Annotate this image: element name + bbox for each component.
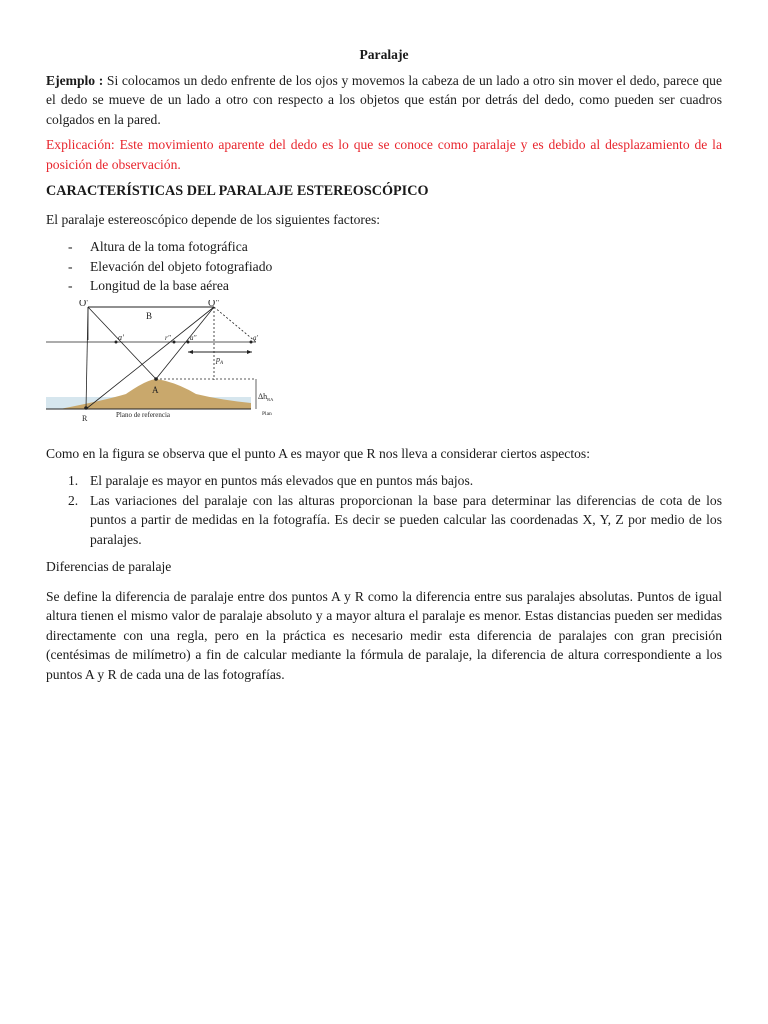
list-item: 2. Las variaciones del paralaje con las alturas proporcionan la base para determinar las diferencias de cota de los puntos a partir de medidas en la fotografía. Es decir se pueden calcular las coordenadas X, Y, Z por medio de los paralajes. — [68, 492, 722, 547]
list-item: - Elevación del objeto fotografiado — [68, 258, 273, 274]
label-a1: a' — [118, 332, 124, 342]
point-r — [84, 406, 88, 410]
label-a3: a' — [253, 333, 258, 342]
label-a: A — [152, 384, 159, 395]
example-text: Si colocamos un dedo enfrente de los ojos y movemos la cabeza de un lado a otro sin mover el dedo, parece que el dedo se mueve de un lado a otro con respecto a los objetos que están por detrás del dedo, como pueden ser cuadros colgados en la pared. — [46, 72, 722, 127]
aspects-list — [46, 471, 722, 549]
list-item: 1. El paralaje es mayor en puntos más elevados que en puntos más bajos. — [68, 473, 474, 488]
ray-line — [156, 307, 214, 379]
parallax-diagram — [46, 300, 286, 432]
example-paragraph — [46, 71, 722, 130]
point-r2 — [173, 340, 176, 343]
label-o1: O' — [79, 299, 89, 309]
example-label: Ejemplo : — [46, 72, 104, 88]
final-paragraph: Se define la diferencia de paralaje entre dos puntos A y R como la diferencia entre sus paralajes absolutas. Puntos de igual altura tienen el mismo valor de paralaje absoluto y a mayor altura el paralaje es menor. Estas distancias pueden ser medidas directamente con una regla, pero en la práctica es necesario medir esta diferencia de paralajes con gran precisión (centésimas de milímetro) a fin de calcular mediante la fórmula de paralaje, la diferencia de altura correspondiente a los puntos A y R de cada una de las fotografías. — [46, 588, 722, 682]
explanation-paragraph: Explicación: Este movimiento aparente del dedo es lo que se conoce como paralaje y es debido al desplazamiento de la posición de observación. — [46, 137, 722, 172]
label-a2: a" — [190, 333, 197, 342]
point-a — [154, 377, 158, 381]
subheading: Diferencias de paralaje — [46, 559, 172, 574]
label-plane: Plano de referencia — [116, 410, 171, 419]
figure-observation: Como en la figura se observa que el punto A es mayor que R nos lleva a considerar ciertos aspectos: — [46, 445, 590, 461]
label-b: B — [146, 310, 153, 321]
list-item: - Altura de la toma fotográfica — [68, 239, 248, 254]
label-o2: O" — [208, 299, 220, 309]
list-item: - Longitud de la base aérea — [68, 278, 229, 293]
label-plan: Plan — [262, 410, 272, 417]
section-heading: CARACTERÍSTICAS DEL PARALAJE ESTEREOSCÓPICO — [46, 183, 429, 199]
factors-list — [46, 237, 722, 296]
parallax-figure — [46, 300, 286, 432]
ray-line — [214, 307, 256, 342]
page-title: Paralaje — [359, 47, 409, 62]
label-r2: r" — [165, 333, 171, 342]
label-dh: $\Delta h_{RA}$ — [258, 391, 274, 402]
label-pa: $p_A$ — [216, 354, 224, 366]
factors-intro: El paralaje estereoscópico depende de los siguientes factores: — [46, 211, 381, 227]
label-r: R — [82, 413, 88, 423]
